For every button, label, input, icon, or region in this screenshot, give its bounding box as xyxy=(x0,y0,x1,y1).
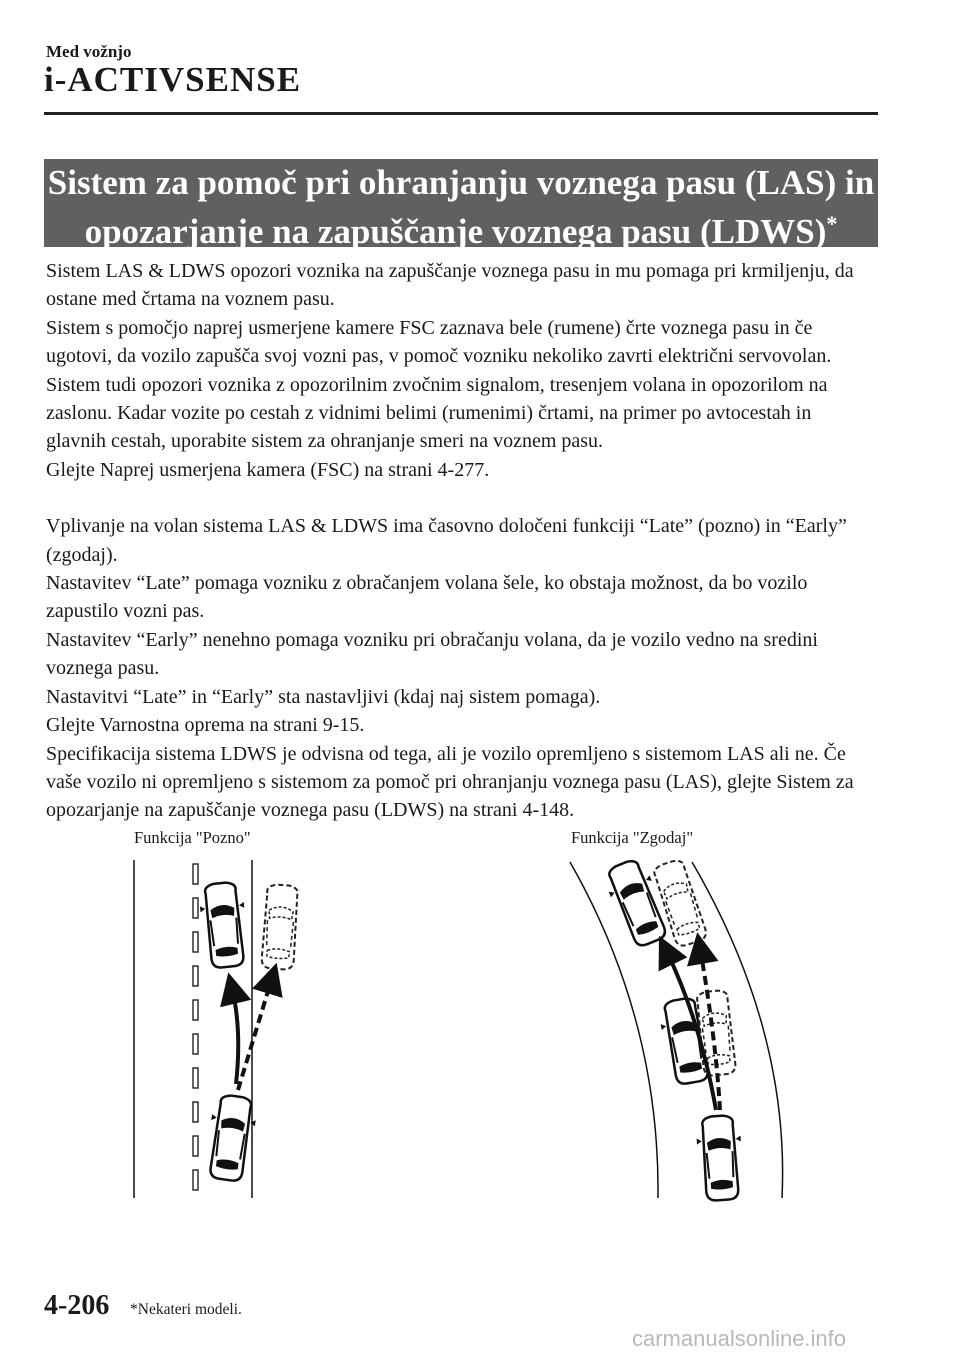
path-arrow-dashed xyxy=(238,978,272,1090)
figure-label-late: Funkcija "Pozno" xyxy=(134,828,251,847)
paragraph: Vplivanje na volan sistema LAS & LDWS ima časovno določeni funkciji “Late” (pozno) in “Early” (zgodaj). xyxy=(46,515,847,566)
path-arrow xyxy=(232,988,238,1084)
paragraph: Sistem LAS & LDWS opozori voznika na zapuščanje voznega pasu in mu pomaga pri krmiljenju, da ostane med črtama na voznem pasu. xyxy=(46,260,854,311)
paragraph: Glejte Naprej usmerjena kamera (FSC) na strani 4-277. xyxy=(46,458,490,481)
paragraph: Nastavitev “Late” pomaga vozniku z obračanjem volana šele, ko obstaja možnost, da bo vozilo zapustilo vozni pas. xyxy=(46,572,808,623)
banner-line-2-text: opozarjanje na zapuščanje voznega pasu (LDWS) xyxy=(84,212,827,251)
paragraph: Nastavitvi “Late” in “Early” sta nastavljivi (kdaj naj sistem pomaga). xyxy=(46,685,601,708)
banner-asterisk: * xyxy=(826,211,838,236)
paragraph: Glejte Varnostna oprema na strani 9-15. xyxy=(46,714,365,737)
paragraph: Nastavitev “Early” nenehno pomaga vozniku pri obračanju volana, da je vozilo vedno na sredini voznega pasu. xyxy=(46,628,818,680)
paragraph: Sistem s pomočjo naprej usmerjene kamere FSC zaznava bele (rumene) črte voznega pasu in če ugotovi, da vozilo zapušča svoj vozni pas, v pomoč vozniku nekoliko zavrti električni servovolan. Sistem tudi opozori voznika z opozorilnim zvočnim signalom, tresenjem volana in opozorilom na zaslonu. Kadar vozite po cestah z vidnimi belimi (rumenimi) črtami, na primer po avtocestah in glavnih cestah, uporabite sistem za ohranjanje smeri na voznem pasu. xyxy=(46,316,832,453)
lane-dashes xyxy=(193,864,198,1190)
banner-line-1: Sistem za pomoč pri ohranjanju voznega pasu (LAS) in xyxy=(47,163,875,202)
late-diagram xyxy=(134,860,299,1198)
section-label: Med vožnjo xyxy=(46,42,132,61)
figure-label-early: Funkcija "Zgodaj" xyxy=(571,828,694,847)
page-number: 4-206 xyxy=(44,1290,110,1321)
car-icon xyxy=(203,1093,258,1182)
watermark: carmanualsonline.info xyxy=(632,1326,847,1351)
car-ghost-icon xyxy=(261,884,299,970)
paragraph: Specifikacija sistema LDWS je odvisna od tega, ali je vozilo opremljeno s sistemom LAS ali ne. Če vaše vozilo ni opremljeno s sistemom za pomoč pri ohranjanju voznega pasu (LAS), glejte Sistem za opozarjanje na zapuščanje voznega pasu (LDWS) na strani 4-148. xyxy=(46,742,854,822)
car-icon xyxy=(695,1115,745,1202)
chapter-title: i-ACTIVSENSE xyxy=(44,60,302,99)
car-icon xyxy=(198,881,251,969)
footnote: *Nekateri modeli. xyxy=(130,1301,242,1318)
early-diagram xyxy=(570,856,783,1202)
